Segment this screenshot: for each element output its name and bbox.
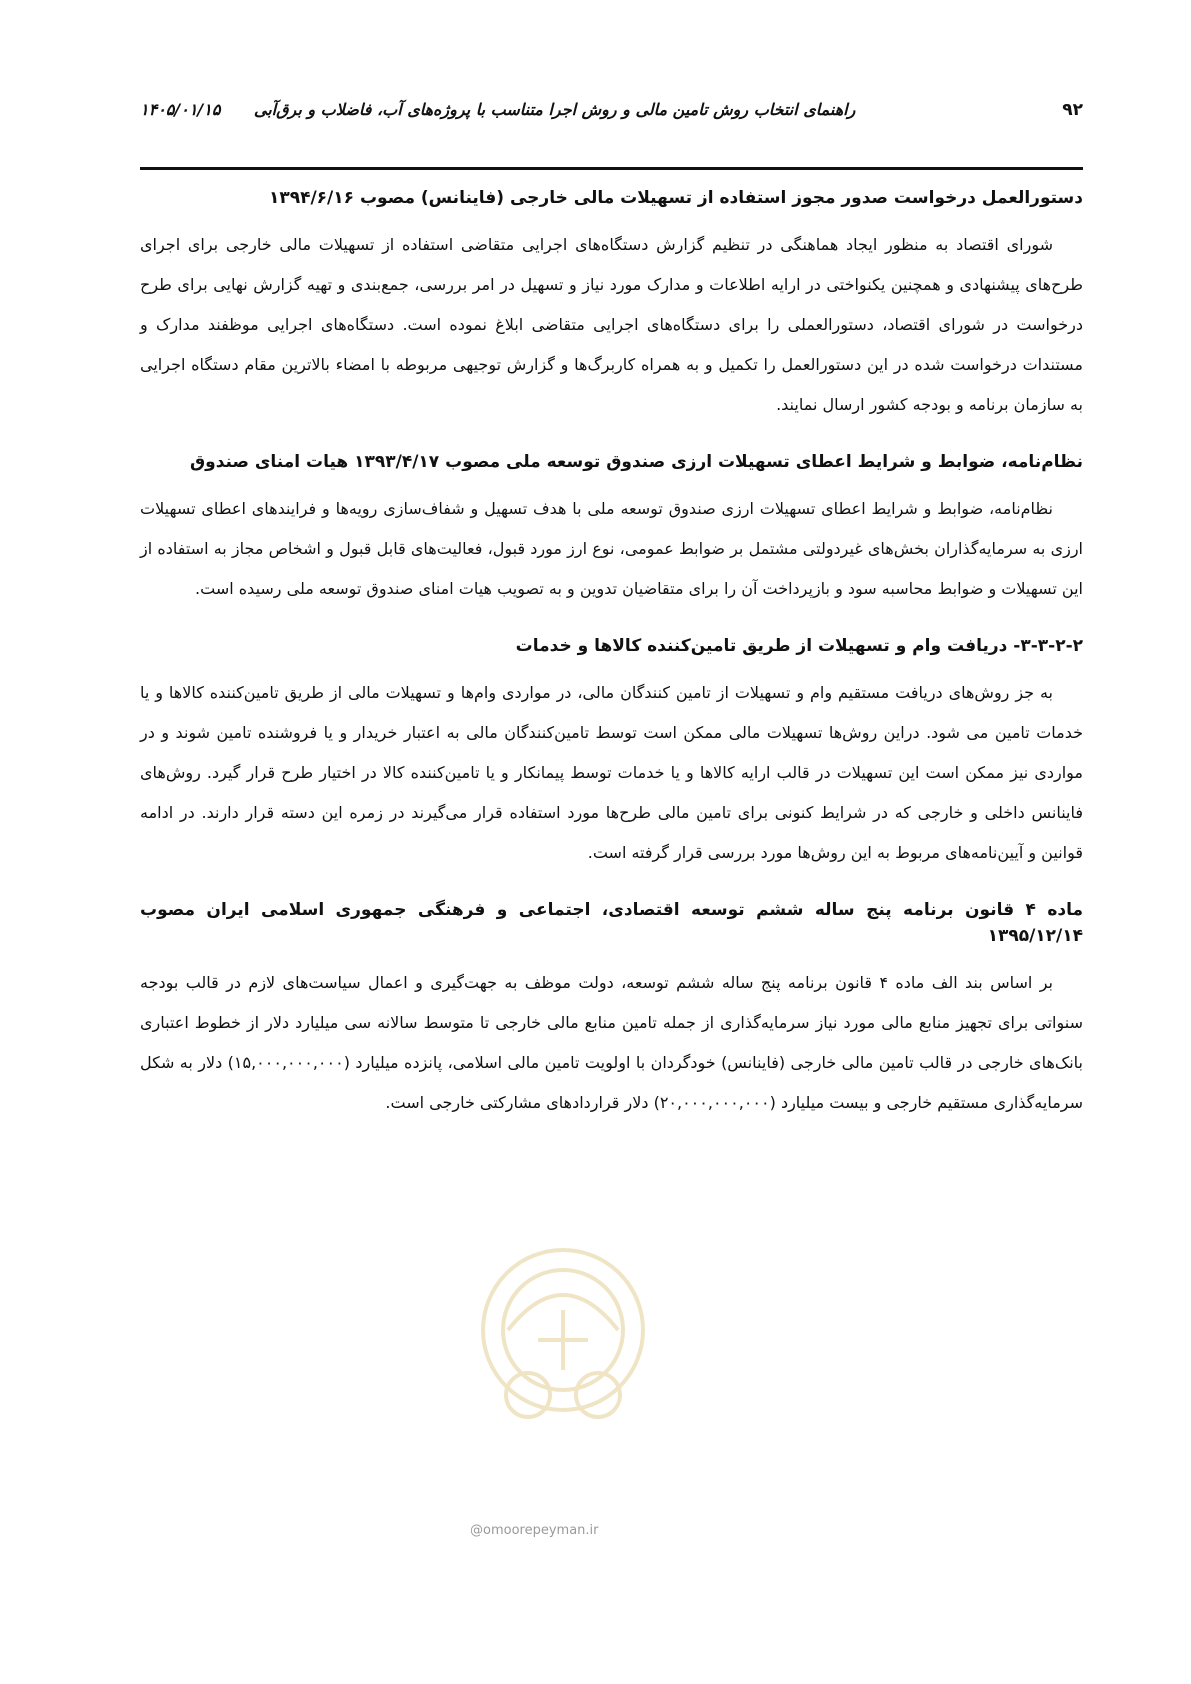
page-number: ۹۲ bbox=[1062, 100, 1083, 120]
page-header bbox=[140, 100, 1083, 140]
section-heading: ماده ۴ قانون برنامه پنج ساله ششم توسعه اقتصادی، اجتماعی و فرهنگی جمهوری اسلامی ایران مصوب ۱۳۹۵/۱۲/۱۴ bbox=[140, 900, 1083, 946]
header-rule bbox=[140, 167, 1083, 170]
document-body bbox=[140, 185, 1083, 1147]
paragraph: بر اساس بند الف ماده ۴ قانون برنامه پنج ساله ششم توسعه، دولت موظف به جهت‌گیری و اعمال سیاست‌های لازم در قالب بودجه سنواتی برای تجهیز منابع مالی مورد نیاز سرمایه‌گذاری از جمله تامین منابع مالی خارجی تا متوسط سالانه سی میلیارد دلار از خطوط اعتباری بانک‌های خارجی در قالب تامین مالی خارجی (فاینانس) خودگردان با اولویت تامین مالی اسلامی، پانزده میلیارد (۱۵,۰۰۰,۰۰۰,۰۰۰) دلار به شکل سرمایه‌گذاری مستقیم خارجی و بیست میلیارد (۲۰,۰۰۰,۰۰۰,۰۰۰) دلار قراردادهای مشارکتی خارجی است. bbox=[140, 973, 1083, 1112]
header-title: راهنمای انتخاب روش تامین مالی و روش اجرا متناسب با پروژه‌های آب، فاضلاب و برق‌آبی bbox=[253, 100, 856, 119]
section bbox=[140, 633, 1083, 873]
watermark-seal bbox=[468, 1220, 658, 1460]
header-date: ۱۴۰۵/۰۱/۱۵ bbox=[140, 100, 221, 119]
paragraph: نظام‌نامه، ضوابط و شرایط اعطای تسهیلات ارزی صندوق توسعه ملی با هدف تسهیل و شفاف‌سازی رویه‌ها و فرایندهای اعطای تسهیلات ارزی به سرمایه‌گذاران بخش‌های غیردولتی مشتمل بر ضوابط عمومی، نوع ارز مورد قبول، فعالیت‌های قابل قبول و اشخاص مجاز به استفاده از این تسهیلات و ضوابط محاسبه سود و بازپرداخت آن را برای متقاضیان تدوین و به تصویب هیات امنای صندوق توسعه ملی رسیده است. bbox=[140, 499, 1083, 598]
section bbox=[140, 449, 1083, 609]
section bbox=[140, 897, 1083, 1123]
watermark-url: @omoorepeyman.ir bbox=[470, 1523, 599, 1538]
running-header bbox=[140, 100, 855, 119]
section-heading: دستورالعمل درخواست صدور مجوز استفاده از تسهیلات مالی خارجی (فاینانس) مصوب ۱۳۹۴/۶/۱۶ bbox=[268, 188, 1083, 208]
section bbox=[140, 185, 1083, 425]
section-heading: نظام‌نامه، ضوابط و شرایط اعطای تسهیلات ارزی صندوق توسعه ملی مصوب ۱۳۹۳/۴/۱۷ هیات امنای صندوق bbox=[189, 452, 1083, 472]
section-heading: ۳-۳-۲-۲- دریافت وام و تسهیلات از طریق تامین‌کننده کالاها و خدمات bbox=[515, 636, 1083, 656]
paragraph: به جز روش‌های دریافت مستقیم وام و تسهیلات از تامین کنندگان مالی، در مواردی وام‌ها و تسهیلات مالی از طریق تامین‌کننده کالاها و یا خدمات تامین می شود. دراین روش‌ها تسهیلات مالی ممکن است توسط تامین‌کنندگان مالی به اعتبار خریدار و یا فروشنده تامین شوند و در مواردی نیز ممکن است این تسهیلات در قالب ارایه کالاها و یا خدمات توسط پیمانکار و یا تامین‌کننده کالا در اختیار طرح قرار گیرد. روش‌های فاینانس داخلی و خارجی که در شرایط کنونی برای تامین مالی طرح‌ها مورد استفاده قرار می‌گیرند در زمره این دسته قرار دارند. در ادامه قوانین و آیین‌نامه‌های مربوط به این روش‌ها مورد بررسی قرار گرفته است. bbox=[140, 683, 1083, 862]
paragraph: شورای اقتصاد به منظور ایجاد هماهنگی در تنظیم گزارش دستگاه‌های اجرایی متقاضی استفاده از تسهیلات مالی خارجی برای اجرای طرح‌های پیشنهادی و همچنین یکنواختی در ارایه اطلاعات و مدارک مورد نیاز و تسهیل در امر بررسی، جمع‌بندی و تهیه گزارش نهایی برای طرح درخواست در شورای اقتصاد، دستورالعملی را برای دستگاه‌های اجرایی متقاضی ابلاغ نموده است. دستگاه‌های اجرایی موظفند مدارک و مستندات درخواست شده در این دستورالعمل را تکمیل و به همراه کاربرگ‌ها و گزارش توجیهی مربوطه با امضاء بالاترین مقام دستگاه اجرایی به سازمان برنامه و بودجه کشور ارسال نمایند. bbox=[140, 235, 1083, 414]
